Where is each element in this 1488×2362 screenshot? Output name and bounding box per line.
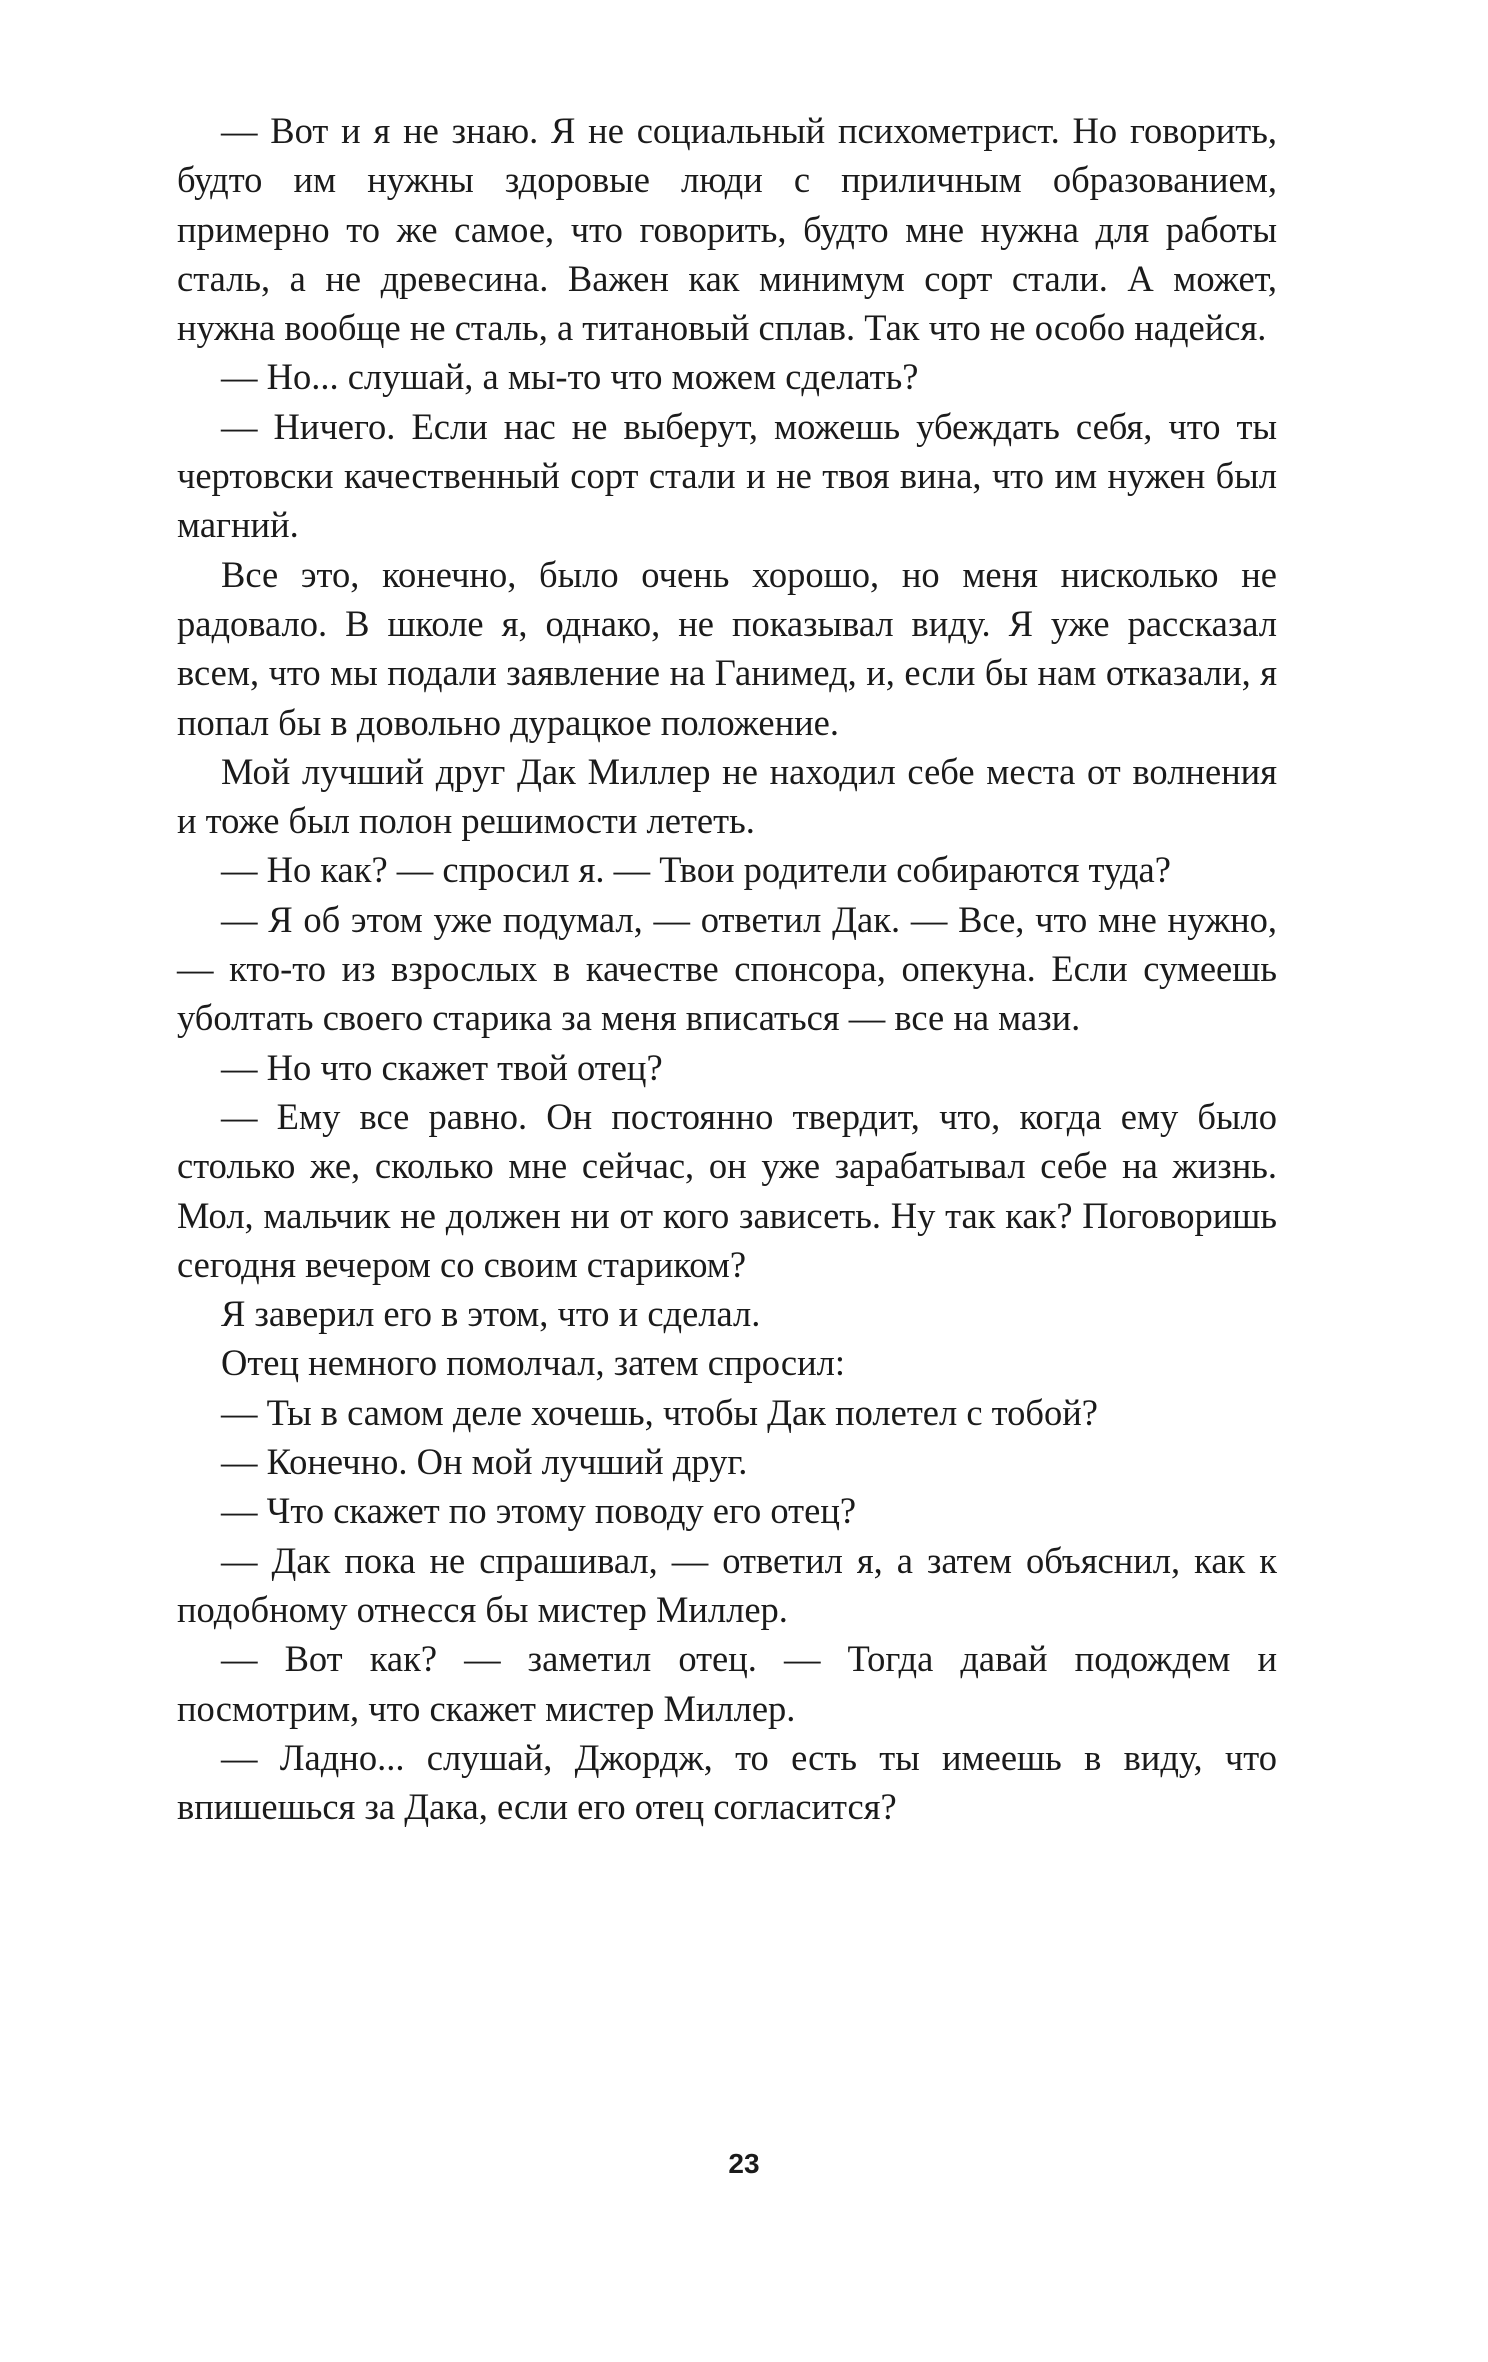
paragraph: — Ладно... слушай, Джордж, то есть ты имеешь в виду, что впишешься за Дака, если его отец согласится?: [177, 1736, 1277, 1828]
paragraph: Я заверил его в этом, что и сделал.: [221, 1293, 761, 1335]
paragraph: — Я об этом уже подумал, — ответил Дак. — Все, что мне нужно, — кто-то из взрослых в качестве спонсора, опекуна. Если сумеешь уболтать своего старика за меня вписаться — все на мази.: [177, 898, 1277, 1039]
paragraph: — Но что скажет твой отец?: [221, 1046, 663, 1088]
paragraph: — Что скажет по этому поводу его отец?: [221, 1490, 857, 1532]
paragraph: — Ему все равно. Он постоянно твердит, что, когда ему было столько же, сколько мне сейчас, он уже зарабатывал себе на жизнь. Мол, мальчик не должен ни от кого зависеть. Ну так как? Поговоришь сегодня вечером со своим стариком?: [177, 1095, 1277, 1285]
paragraph: — Ты в самом деле хочешь, чтобы Дак полетел с тобой?: [221, 1391, 1098, 1433]
paragraph: — Но... слушай, а мы-то что можем сделать?: [221, 356, 919, 398]
paragraph: — Вот как? — заметил отец. — Тогда давай подождем и посмотрим, что скажет мистер Миллер.: [177, 1638, 1277, 1729]
paragraph: Мой лучший друг Дак Миллер не находил себе места от волнения и тоже был полон решимости лететь.: [177, 750, 1277, 842]
paragraph: — Конечно. Он мой лучший друг.: [221, 1441, 748, 1483]
page-number: 23: [728, 2148, 760, 2179]
paragraph: — Дак пока не спрашивал, — ответил я, а затем объяснил, как к подобному отнесся бы мистер Миллер.: [177, 1539, 1277, 1630]
body-text: [177, 106, 1277, 1831]
paragraph: — Но как? — спросил я. — Твои родители собираются туда?: [221, 849, 1171, 891]
paragraph: Все это, конечно, было очень хорошо, но меня нисколько не радовало. В школе я, однако, не показывал виду. Я уже рассказал всем, что мы подали заявление на Ганимед, и, если бы нам отказали, я попал бы в довольно дурацкое положение.: [177, 553, 1277, 743]
paragraph: — Вот и я не знаю. Я не социальный психометрист. Но говорить, будто им нужны здоровые люди с приличным образованием, примерно то же самое, что говорить, будто мне нужна для работы сталь, а не древесина. Важен как минимум сорт стали. А может, нужна вообще не сталь, а титановый сплав. Так что не особо надейся.: [177, 110, 1277, 349]
paragraph: Отец немного помолчал, затем спросил:: [221, 1342, 846, 1384]
paragraph: — Ничего. Если нас не выберут, можешь убеждать себя, что ты чертовски качественный сорт стали и не твоя вина, что им нужен был магний.: [177, 405, 1277, 546]
